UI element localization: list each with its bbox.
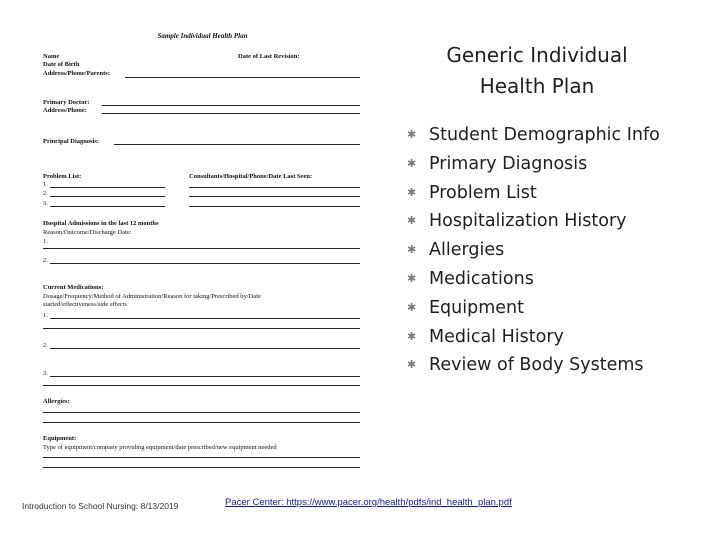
asterisk-bullet-icon: ✱ <box>407 214 417 228</box>
primary-doctor-label: Primary Doctor: <box>43 99 90 106</box>
admission-line-1 <box>43 248 360 249</box>
bullet-item <box>407 294 660 323</box>
primary-doctor-line <box>102 105 360 106</box>
bullet-text: Allergies <box>429 240 505 261</box>
asterisk-bullet-icon: ✱ <box>407 329 417 343</box>
bullet-item <box>407 323 660 352</box>
address-phone-label: Address/Phone: <box>43 107 87 114</box>
asterisk-bullet-icon: ✱ <box>407 128 417 141</box>
asterisk-bullet-icon: ✱ <box>407 243 417 257</box>
dosage-line-2: started/effectiveness/side effects <box>43 301 128 308</box>
equipment-desc: Type of equipment/company providing equipment/date prescribed/new equipment needed <box>43 444 277 451</box>
bullet-item <box>407 351 660 380</box>
medication-1: 1. <box>43 312 48 319</box>
medication-line-3b <box>43 385 360 386</box>
dob-label: Date of Birth <box>43 61 80 68</box>
bullet-item <box>407 150 660 179</box>
bullet-item <box>407 179 660 208</box>
sample-health-plan-form <box>40 30 365 475</box>
bullet-text: Hospitalization History <box>429 211 627 232</box>
bullet-item <box>407 265 660 294</box>
consultant-line-3 <box>189 206 360 207</box>
asterisk-bullet-icon: ✱ <box>407 358 417 372</box>
admission-line-2 <box>50 263 360 264</box>
equipment-label: Equipment: <box>43 435 77 442</box>
bullet-item <box>407 121 660 150</box>
medication-3: 3. <box>43 370 48 377</box>
consultant-line-1 <box>189 187 360 188</box>
allergies-line-2 <box>43 422 360 423</box>
bullet-item <box>407 207 660 236</box>
bullet-text: Equipment <box>429 297 524 318</box>
bullet-text: Problem List <box>429 182 537 203</box>
problem-list-label: Problem List: <box>43 173 82 180</box>
principal-diagnosis-line <box>114 144 360 145</box>
pacer-center-link[interactable]: Pacer Center: https://www.pacer.org/health/pdfs/ind_health_plan.pdf <box>225 497 512 508</box>
medication-line-3a <box>50 376 360 377</box>
consultant-line-2 <box>189 196 360 197</box>
slide-heading-line-1: Generic Individual <box>446 43 628 67</box>
medication-line-2a <box>50 348 360 349</box>
bullet-text: Review of Body Systems <box>429 355 644 376</box>
principal-diagnosis-label: Principal Diagnosis: <box>43 138 100 145</box>
current-medications-label: Current Medications: <box>43 284 104 291</box>
admission-2: 2. <box>43 257 48 264</box>
footer-course-date: Introduction to School Nursing: 8/13/2019 <box>22 501 179 511</box>
bullet-text: Medical History <box>429 326 564 347</box>
asterisk-bullet-icon: ✱ <box>407 156 417 170</box>
dosage-line-1: Dosage/Frequency/Method of Administration/Reason for taking/Prescribed by/Date <box>43 293 261 300</box>
address-parents-label: Address/Phone/Parents: <box>43 70 110 77</box>
hospital-admissions-label: Hospital Admissions in the last 12 months <box>43 220 159 227</box>
problem-line-2 <box>50 196 165 197</box>
problem-1: 1. <box>43 181 48 188</box>
allergies-line-1 <box>43 412 360 413</box>
bullet-text: Student Demographic Info <box>429 125 660 145</box>
slide-heading-line-2: Health Plan <box>479 74 595 98</box>
asterisk-bullet-icon: ✱ <box>407 185 417 199</box>
date-last-revision-label: Date of Last Revision: <box>238 53 300 60</box>
problem-2: 2. <box>43 190 48 197</box>
consultants-label: Consultants/Hospital/Phone/Date Last Seen: <box>189 173 313 180</box>
equipment-line-2 <box>43 467 360 468</box>
slide-heading <box>412 40 662 102</box>
bullet-text: Primary Diagnosis <box>429 153 588 174</box>
bullet-item <box>407 236 660 265</box>
name-label: Name <box>43 53 60 60</box>
equipment-line-1 <box>43 457 360 458</box>
bullet-list <box>407 121 660 380</box>
reason-outcome-label: Reason/Outcome/Discharge Date: <box>43 229 132 236</box>
form-title: Sample Individual Health Plan <box>157 32 248 40</box>
medication-2: 2. <box>43 342 48 349</box>
bullet-text: Medications <box>429 268 534 289</box>
asterisk-bullet-icon: ✱ <box>407 271 417 285</box>
medication-line-1a <box>50 318 360 319</box>
address-phone-line <box>102 113 360 114</box>
problem-3: 3. <box>43 200 48 207</box>
address-parents-line <box>125 77 360 78</box>
medication-line-1b <box>43 328 360 329</box>
problem-line-1 <box>50 187 165 188</box>
allergies-label: Allergies: <box>43 398 70 405</box>
asterisk-bullet-icon: ✱ <box>407 300 417 314</box>
problem-line-3 <box>50 206 165 207</box>
admission-1: 1. <box>43 238 48 245</box>
